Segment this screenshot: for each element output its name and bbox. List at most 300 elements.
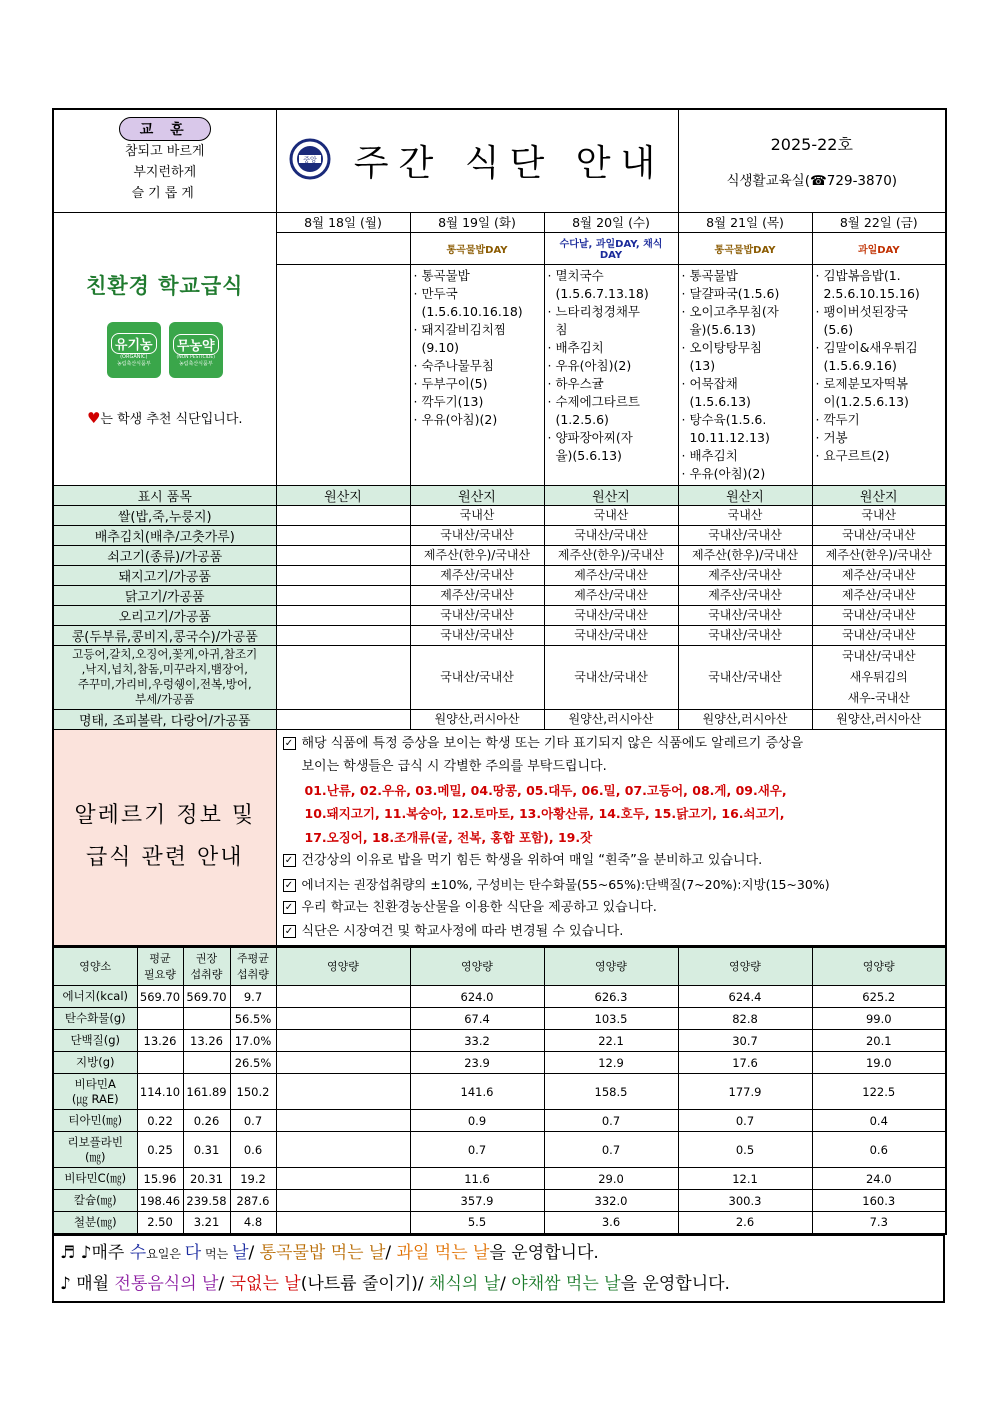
motto-badge: 교 훈 [119,117,211,141]
nutrient-value: 30.7 [678,1030,812,1052]
menu-item: (1.5.6.10.16.18) [413,303,523,319]
page-title: 주간 식단 안내 [353,143,666,185]
origin-cell [276,505,410,525]
origin-cell: 국내산/국내산 [678,525,812,545]
nutrient-value: 625.2 [812,986,946,1008]
nutrient-value: 198.46 [137,1190,183,1212]
origin-cell: 원양산,러시아산 [812,709,946,729]
menu-item: (9.10) [413,339,460,355]
footer-text: / [218,1273,230,1294]
nutrient-name: 티아민(㎎) [53,1110,137,1132]
nutrient-value: 17.0% [230,1030,276,1052]
day-date-thu: 8월 21일 (목) [678,212,812,232]
check-icon: ✓ [283,737,296,750]
nutrient-value: 239.58 [183,1190,230,1212]
check-icon: ✓ [283,854,296,867]
nutrient-value: 17.6 [678,1052,812,1074]
nutrient-name: 비타민C(㎎) [53,1168,137,1190]
day-date-fri: 8월 22일 (금) [812,212,946,232]
nutrient-value: 3.6 [544,1212,678,1234]
nutrient-value: 0.31 [183,1132,230,1168]
footer-line-weekly [60,1238,937,1269]
school-emblem-icon [289,138,331,184]
allergy-note [283,873,940,897]
menu-item: (1.5.6.9.16) [815,357,897,373]
origin-cell: 국내산/국내산 [812,605,946,625]
nutrient-value [137,1052,183,1074]
menu-item: (1.2.5.6) [547,411,609,427]
cert-badges [54,322,276,378]
menu-item: · 김밥볶음밥(1. [815,267,901,283]
nutrient-value: 11.6 [410,1168,544,1190]
menu-item: · 요구르트(2) [815,447,890,463]
origin-item: 쇠고기(종류)/가공품 [53,545,276,565]
origin-cell: 국내산/국내산 [410,605,544,625]
origin-cell: 국내산/국내산 [678,605,812,625]
motto-line: 슬기롭게 [131,186,198,202]
menu-item: 2.5.6.10.15.16) [815,285,920,301]
nutrient-value: 13.26 [137,1030,183,1052]
origin-cell: 국내산/국내산 [410,625,544,645]
menu-item: · 어묵잡채 [681,375,738,391]
origin-cell: 제주산/국내산 [544,565,678,585]
nutrient-value: 0.7 [230,1110,276,1132]
nutrient-value [276,986,410,1008]
origin-item: 닭고기/가공품 [53,585,276,605]
origin-header: 원산지 [544,485,678,505]
footer-traditional: 전통음식의 날 [114,1273,219,1294]
origin-cell: 국내산/국내산 [544,625,678,645]
nutrient-value: 19.0 [812,1052,946,1074]
nutrient-value: 4.8 [230,1212,276,1234]
day-date-tue: 8월 19일 (화) [410,212,544,232]
allergy-title-line: 급식 관련 안내 [86,845,244,871]
menu-item: · 숙주나물무침 [413,357,494,373]
day-date-mon: 8월 18일 (월) [276,212,410,232]
footer-table [52,1235,945,1303]
origin-item: 돼지고기/가공품 [53,565,276,585]
nutrient-value: 67.4 [410,1008,544,1030]
day-tag-wed: 수다날, 과일DAY, 채식DAY [544,232,678,264]
nutrition-row [53,1132,946,1168]
nutrient-value: 624.0 [410,986,544,1008]
origin-header: 원산지 [812,485,946,505]
nutrient-value [276,1168,410,1190]
origin-item: 오리고기/가공품 [53,605,276,625]
menu-item: 10.11.12.13) [681,429,770,445]
seafood-line: 부세/가공품 [135,692,195,706]
nutrition-row [53,1212,946,1234]
allergen-list-line: 17.오징어, 18.조개류(굴, 전복, 홍합 포함), 19.잣 [304,829,593,845]
menu-item: · 오이탕탕무침 [681,339,762,355]
footer-text: ♪ 매월 [60,1273,115,1294]
day-tag-mon [276,232,410,264]
nutrient-value: 15.96 [137,1168,183,1190]
nutrition-header: 평균 필요량 [137,948,183,986]
menu-item: 율)(5.6.13) [681,321,756,337]
footer-text: (나트륨 줄이기)/ [300,1273,430,1294]
nutrition-row [53,986,946,1008]
nutrient-value: 158.5 [544,1074,678,1110]
origin-cell [276,525,410,545]
nutrient-value [276,1074,410,1110]
nutrient-value [276,1008,410,1030]
menu-item: · 양파장아찌(자 [547,429,633,445]
menu-item: · 통곡물밥 [681,267,738,283]
nutrient-value: 114.10 [137,1074,183,1110]
nutrient-value: 626.3 [544,986,678,1008]
allergy-title [53,729,276,946]
nutrient-name: 철분(㎎) [53,1212,137,1234]
origin-row [53,585,946,605]
menu-wed [544,264,678,485]
nutrient-value: 3.21 [183,1212,230,1234]
menu-fri [812,264,946,485]
origin-cell: 국내산 [544,505,678,525]
allergy-intro-line: 보이는 학생들은 급식 시 각별한 주의를 부탁드립니다. [301,759,607,774]
day-tag-thu: 통곡물밥DAY [678,232,812,264]
origin-cell: 국내산/국내산 [544,525,678,545]
footer-vegetarian: 채식의 날 [429,1273,501,1294]
menu-thu [678,264,812,485]
nutrient-value: 0.5 [678,1132,812,1168]
origin-header: 원산지 [276,485,410,505]
origin-cell: 국내산/국내산 [544,605,678,625]
origin-item: 쌀(밥,죽,누룽지) [53,505,276,525]
nutrient-value: 160.3 [812,1190,946,1212]
origin-cell: 제주산/국내산 [812,585,946,605]
nutrient-value: 569.70 [137,986,183,1008]
nutrient-value: 624.4 [678,986,812,1008]
allergy-note [283,896,940,920]
nutrient-value: 161.89 [183,1074,230,1110]
nutrient-value: 569.70 [183,986,230,1008]
menu-item: · 느타리청경채무 [547,303,640,319]
nutrient-value: 0.7 [544,1110,678,1132]
origin-cell: 제주산/국내산 [410,565,544,585]
allergy-note-text: 건강상의 이유로 밥을 먹기 힘든 학생을 위하여 매일 “흰죽”을 분비하고 있습니다. [301,853,763,868]
menu-item: · 우유(아침)(2) [681,465,766,481]
origin-cell [276,709,410,729]
day-date-wed: 8월 20일 (수) [544,212,678,232]
nutrition-row [53,1110,946,1132]
nutrition-row [53,1030,946,1052]
origin-row [53,545,946,565]
menu-item: · 달걀파국(1.5.6) [681,285,780,301]
nutrient-value: 287.6 [230,1190,276,1212]
origin-seafood-item [53,645,276,709]
nutrient-value: 300.3 [678,1190,812,1212]
allergy-info [276,729,946,946]
nutrient-value: 19.2 [230,1168,276,1190]
motto-line: 부지런하게 [133,165,197,181]
footer-text: 을 운영합니다. [489,1242,599,1263]
nutrition-header: 주평균 섭취량 [230,948,276,986]
no-pesticide-org: 농림축산식품부 [178,360,213,367]
menu-item: · 하우스귤 [547,375,604,391]
menu-item: 율)(5.6.13) [547,447,622,463]
origin-cell [276,585,410,605]
menu-item: · 배추김치 [681,447,738,463]
menu-item: (5.6) [815,321,854,337]
no-pesticide-badge-icon [169,322,223,378]
nutrient-value: 177.9 [678,1074,812,1110]
nutrient-value: 24.0 [812,1168,946,1190]
menu-item: · 우유(아침)(2) [547,357,632,373]
nutrient-value: 99.0 [812,1008,946,1030]
contact: 식생활교육실(☎729-3870) [726,173,898,190]
footer-text: / [385,1242,397,1263]
day-tag-tue: 통곡물밥DAY [410,232,544,264]
nutrition-header: 영양량 [544,948,678,986]
nutrient-value: 82.8 [678,1008,812,1030]
menu-item: · 김말이&새우튀김 [815,339,918,355]
origin-cell [276,605,410,625]
origin-cell: 국내산/국내산 [678,645,812,709]
menu-item: · 로제분모자떡볶 [815,375,908,391]
nutrient-value: 56.5% [230,1008,276,1030]
nutrient-value: 0.6 [230,1132,276,1168]
seafood-line: 고등어,갈치,오징어,꽃게,아귀,참조기 [72,647,258,661]
organic-label: 유기농 [111,333,157,354]
recommend-note-text: 는 학생 추천 식단입니다. [100,412,243,427]
origin-cell: 국내산 [410,505,544,525]
origin-fri-line: 국내산/국내산 [841,648,916,663]
nutrition-header: 영양소 [53,948,137,986]
nutrient-value: 5.5 [410,1212,544,1234]
seafood-line: 주꾸미,가리비,우렁쉥이,전복,방어, [77,677,252,691]
footer-fruit: 과일 먹는 날 [396,1242,490,1263]
allergy-intro [283,732,940,756]
allergy-title-line: 알레르기 정보 및 [74,803,256,829]
nutrient-value: 0.7 [678,1110,812,1132]
organic-sub: (ORGANIC) [120,354,148,360]
nutrient-value: 7.3 [812,1212,946,1234]
menu-item: · 멸치국수 [547,267,604,283]
nutrient-value: 0.6 [812,1132,946,1168]
nutrition-row [53,1190,946,1212]
menu-item: (13) [681,357,716,373]
nutrient-name: 지방(g) [53,1052,137,1074]
menu-item: · 두부구이(5) [413,375,488,391]
allergy-note-text: 우리 학교는 친환경농산물을 이용한 식단을 제공하고 있습니다. [301,900,657,915]
title-cell [276,109,678,212]
footer-text: 요일은 [146,1246,185,1261]
origin-item: 명태, 조피볼락, 다랑어/가공품 [53,709,276,729]
origin-item: 콩(두부류,콩비지,콩국수)/가공품 [53,625,276,645]
origin-cell: 국내산/국내산 [678,625,812,645]
footer-text: / [500,1273,512,1294]
origin-cell: 제주산(한우)/국내산 [812,545,946,565]
nutrient-value: 12.1 [678,1168,812,1190]
no-pesticide-label: 무농약 [173,334,219,355]
motto-cell [53,109,276,212]
menu-table [52,108,947,947]
nutrient-value [183,1008,230,1030]
menu-item: · 우유(아침)(2) [413,411,498,427]
nutrition-row [53,1052,946,1074]
menu-item: 침 [547,321,568,337]
nutrient-value: 0.7 [410,1132,544,1168]
nutrient-value [183,1052,230,1074]
nutrient-value: 0.22 [137,1110,183,1132]
nutrient-value: 23.9 [410,1052,544,1074]
allergy-note-text: 식단은 시장여건 및 학교사정에 따라 변경될 수 있습니다. [301,923,624,939]
allergy-note [283,920,940,944]
nutrient-value: 2.50 [137,1212,183,1234]
footer-wholegrain: 통곡물밥 먹는 날 [259,1242,386,1263]
nutrient-value [276,1052,410,1074]
nutrition-table [52,947,947,1235]
origin-cell: 국내산/국내산 [812,625,946,645]
nutrient-name: 탄수화물(g) [53,1008,137,1030]
origin-cell [276,545,410,565]
nutrient-name: 단백질(g) [53,1030,137,1052]
nutrition-header: 영양량 [276,948,410,986]
nutrient-value: 122.5 [812,1074,946,1110]
eco-panel [53,212,276,485]
nutrient-value [276,1110,410,1132]
nutrition-header: 영양량 [678,948,812,986]
nutrition-header: 영양량 [812,948,946,986]
menu-item: · 깍두기(13) [413,393,484,409]
nutrient-value: 33.2 [410,1030,544,1052]
nutrition-header: 영양량 [410,948,544,986]
origin-header-item: 표시 품목 [53,485,276,505]
origin-cell: 제주산(한우)/국내산 [410,545,544,565]
origin-header: 원산지 [410,485,544,505]
allergy-note [283,849,940,873]
origin-row [53,565,946,585]
nutrient-value: 0.25 [137,1132,183,1168]
allergen-list-line: 10.돼지고기, 11.복숭아, 12.토마토, 13.아황산류, 14.호두, 15.닭고기, 16.쇠고기, [304,806,785,821]
footer-wed: 수 [129,1242,147,1263]
origin-cell: 국내산 [812,505,946,525]
origin-cell: 제주산/국내산 [410,585,544,605]
nutrition-row [53,1008,946,1030]
menu-item: · 만두국 [413,285,458,301]
origin-fri-line: 새우튀김의 [849,669,908,684]
footer-line-monthly [60,1269,937,1299]
nutrient-value [137,1008,183,1030]
footer-nal: 날 [232,1242,249,1263]
nutrient-value: 0.26 [183,1110,230,1132]
footer-text: ♬ ♪매주 [60,1242,130,1263]
nutrient-value: 357.9 [410,1190,544,1212]
allergy-intro-line: 해당 식품에 특정 증상을 보이는 학생 또는 기타 표기되지 않은 식품에도 알레르기 증상을 [301,735,804,751]
nutrient-value: 103.5 [544,1008,678,1030]
menu-item: · 거봉 [815,429,848,445]
origin-cell: 원양산,러시아산 [410,709,544,729]
origin-cell: 국내산 [678,505,812,525]
nutrition-row [53,1074,946,1110]
origin-cell: 국내산/국내산 [812,525,946,545]
organic-org: 농림축산식품부 [116,361,151,367]
nutrition-row [53,1168,946,1190]
menu-item: · 통곡물밥 [413,267,470,283]
nutrient-value [276,1212,410,1234]
origin-cell: 제주산/국내산 [678,585,812,605]
origin-cell: 국내산/국내산 [544,645,678,709]
nutrient-value [276,1132,410,1168]
nutrient-value: 29.0 [544,1168,678,1190]
origin-cell: 국내산/국내산 [410,525,544,545]
origin-cell: 원양산,러시아산 [678,709,812,729]
menu-item: · 팽이버섯된장국 [815,303,908,319]
nutrient-value [276,1190,410,1212]
nutrient-name: 칼슘(㎎) [53,1190,137,1212]
no-pesticide-sub: (NON PESTICIDE) [176,354,215,360]
footer-text: 는 [216,1246,233,1261]
origin-item: 배추김치(배추/고춧가루) [53,525,276,545]
origin-cell: 제주산/국내산 [812,565,946,585]
origin-cell: 국내산/국내산 [410,645,544,709]
check-icon: ✓ [283,901,296,914]
origin-cell-fri [812,645,946,709]
seafood-line: ,낙지,넙치,참돔,미꾸라지,뱀장어, [81,662,248,676]
origin-cell: 제주산(한우)/국내산 [678,545,812,565]
menu-item: · 탕수육(1.5.6. [681,411,767,427]
footer-meok: 먹 [201,1246,217,1261]
organic-badge-icon [107,322,161,378]
nutrient-value: 12.9 [544,1052,678,1074]
menu-item: · 오이고추무침(자 [681,303,779,319]
menu-mon [276,264,410,485]
origin-cell: 제주산/국내산 [678,565,812,585]
origin-fri-line: 새우-국내산 [847,690,910,705]
eco-title: 친환경 학교급식 [86,274,244,298]
nutrient-value: 22.1 [544,1030,678,1052]
origin-cell: 제주산/국내산 [544,585,678,605]
origin-cell [276,645,410,709]
allergen-list-line: 01.난류, 02.우유, 03.메밀, 04.땅콩, 05.대두, 06.밀, 07.고등어, 08.게, 09.새우, [304,782,787,798]
origin-cell: 제주산(한우)/국내산 [544,545,678,565]
nutrient-value: 13.26 [183,1030,230,1052]
origin-header: 원산지 [678,485,812,505]
recommend-note [54,408,276,427]
menu-item: · 깍두기 [815,411,860,427]
menu-item: 이(1.2.5.6.13) [815,393,909,409]
day-tag-fri: 과일DAY [812,232,946,264]
nutrient-name: 비타민A (㎍ RAE) [53,1074,137,1110]
nutrient-value: 0.9 [410,1110,544,1132]
origin-row [53,625,946,645]
origin-cell [276,565,410,585]
issue-cell [678,109,946,212]
motto-line: 참되고 바르게 [125,144,205,160]
nutrient-value: 141.6 [410,1074,544,1110]
origin-row [53,505,946,525]
origin-row [53,525,946,545]
nutrient-value [276,1030,410,1052]
origin-cell [276,625,410,645]
issue-number: 2025-22호 [770,135,853,155]
check-icon: ✓ [283,925,296,938]
nutrient-name: 리보플라빈 (㎎) [53,1132,137,1168]
nutrient-value: 20.1 [812,1030,946,1052]
footer-text: / [248,1242,260,1263]
nutrient-value: 0.7 [544,1132,678,1168]
footer-notice [53,1235,944,1302]
footer-da: 다 [184,1242,202,1263]
origin-row [53,605,946,625]
menu-item: · 배추김치 [547,339,604,355]
menu-item: (1.5.6.13) [681,393,751,409]
footer-text: 을 운영합니다. [620,1273,730,1294]
heart-icon: ♥ [86,409,101,427]
check-icon: ✓ [283,879,296,892]
menu-item: · 돼지갈비김치찜 [413,321,506,337]
